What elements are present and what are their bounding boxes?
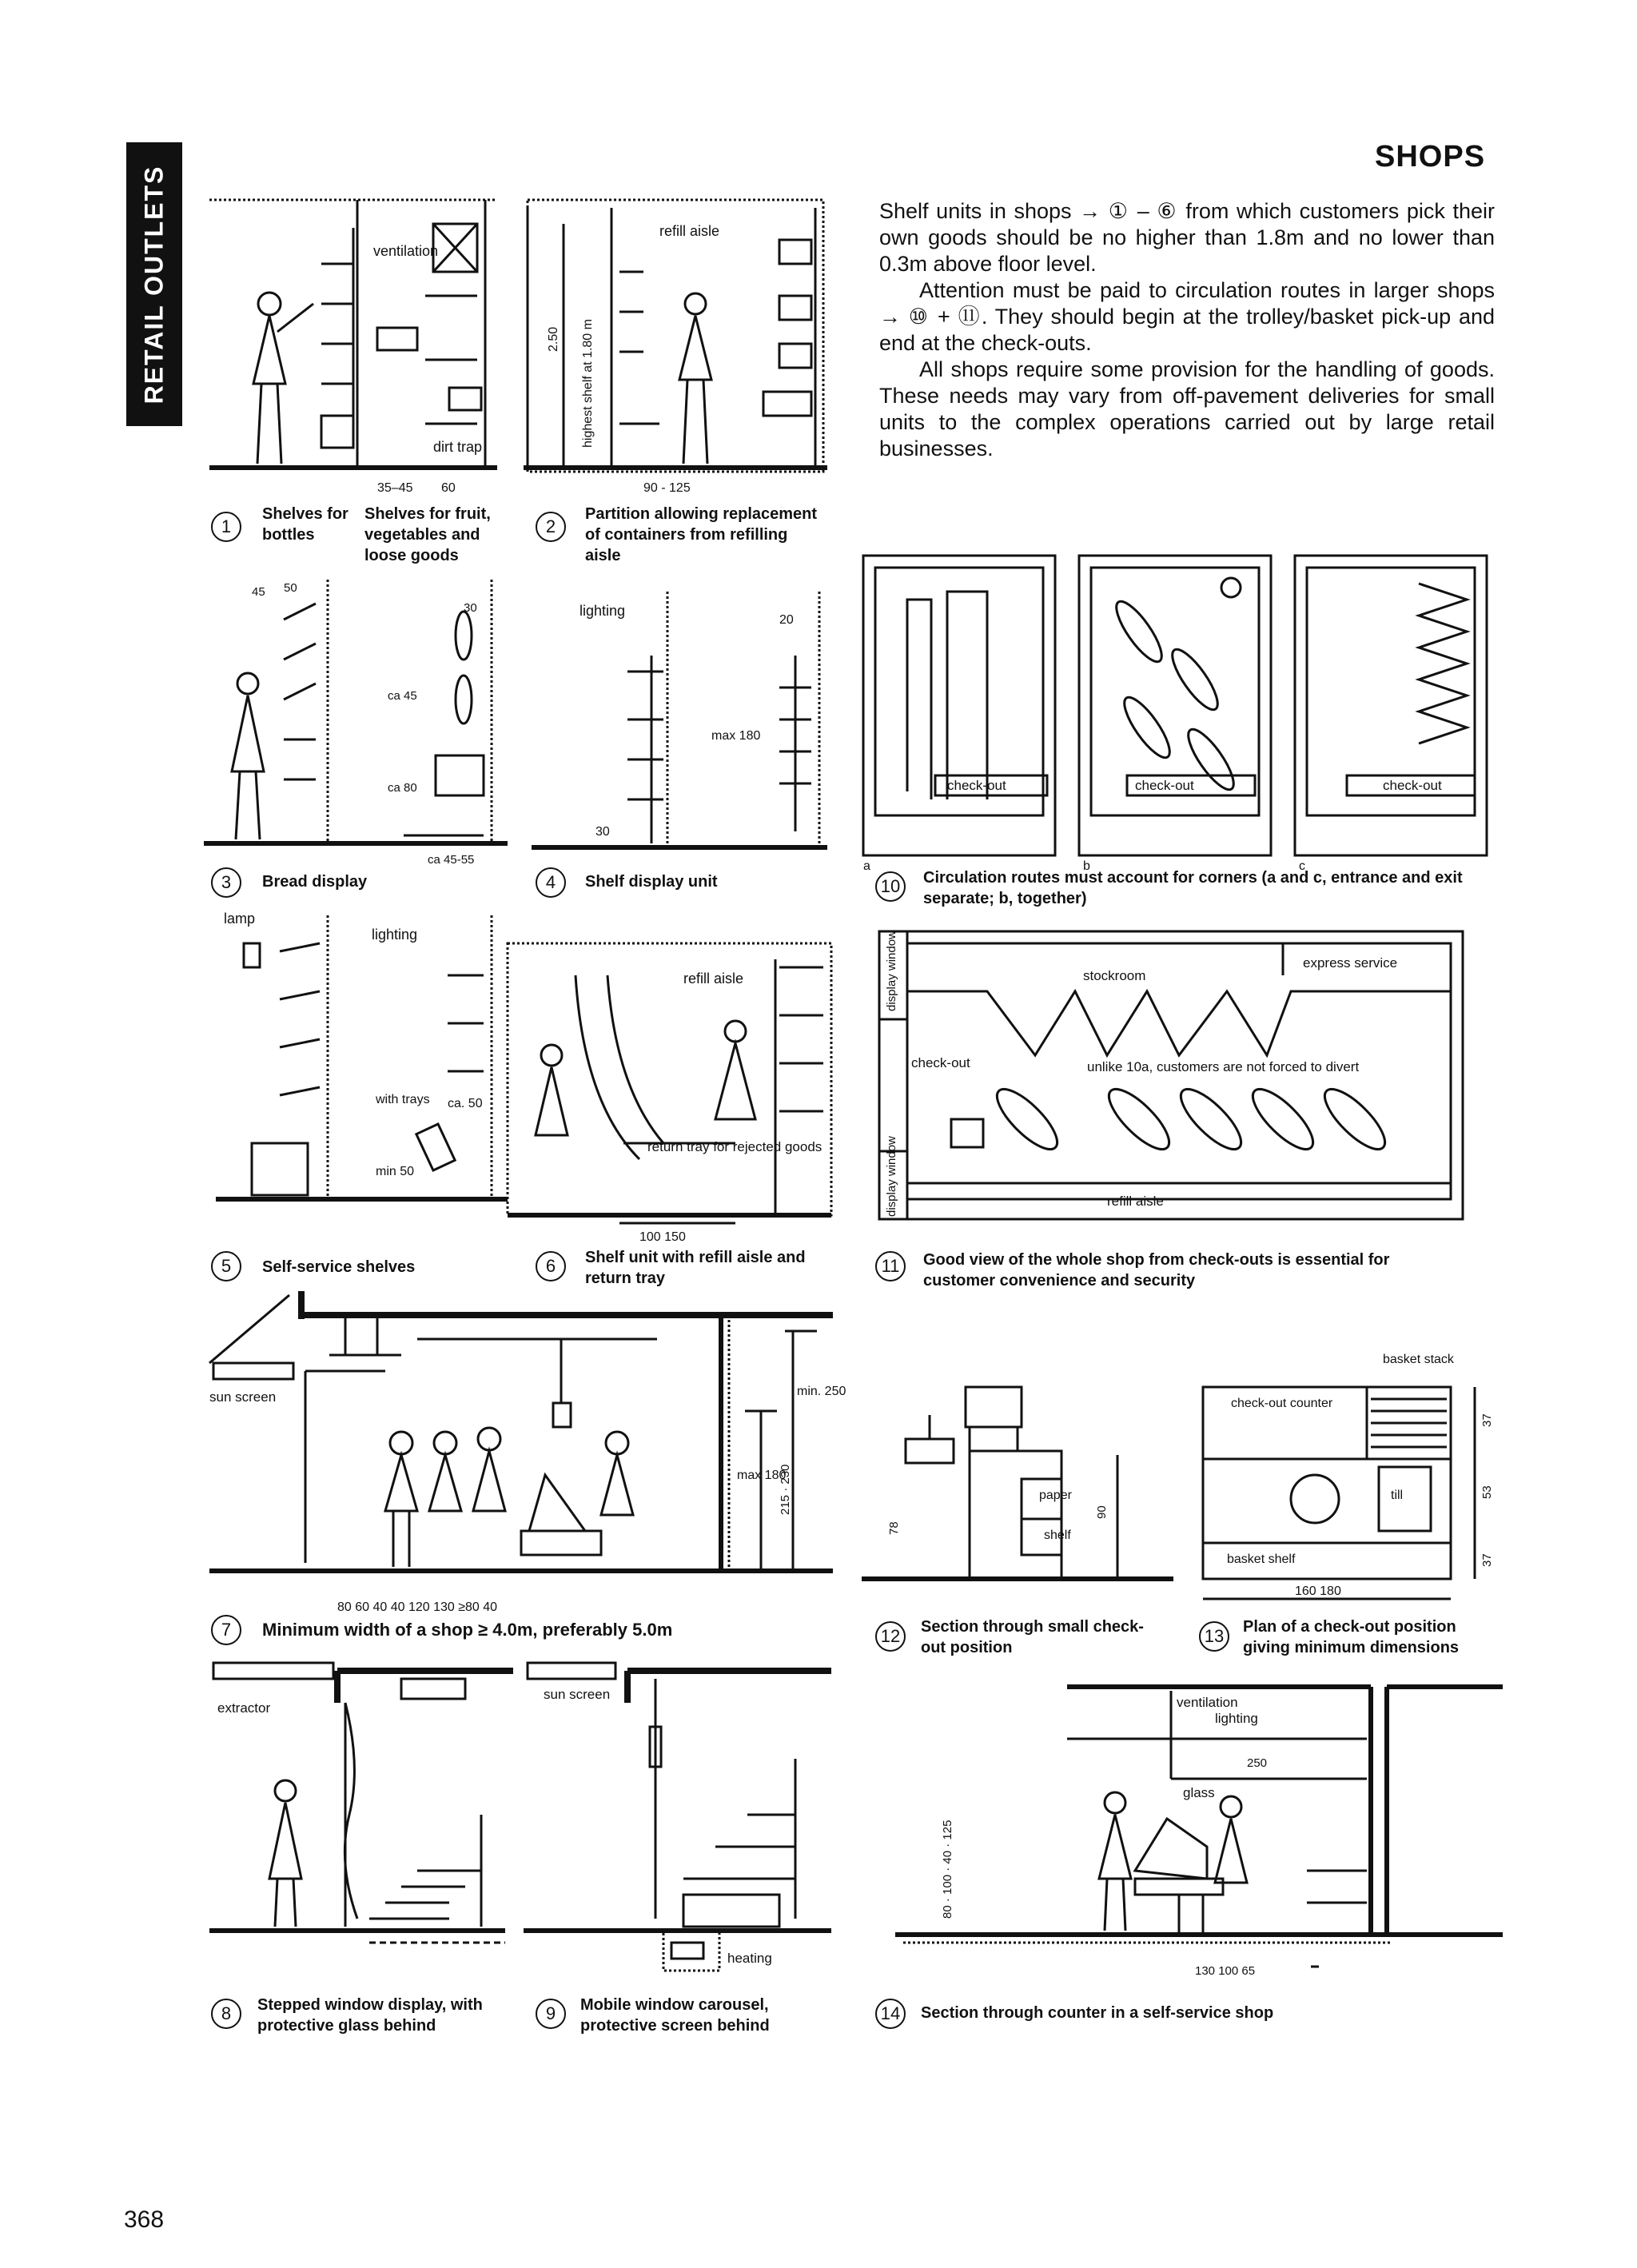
fig5-label-trays: with trays xyxy=(376,1093,430,1106)
fig2-label-shelf: highest shelf at 1.80 m xyxy=(581,319,595,448)
fig12-label-shelf: shelf xyxy=(1044,1529,1071,1542)
fig9-label-sun: sun screen xyxy=(544,1687,611,1702)
figure-10-number: 10 xyxy=(875,871,906,902)
fig7-label-min: min. 250 xyxy=(797,1385,846,1398)
fig11-label-stockroom: stockroom xyxy=(1083,968,1146,983)
fig11-label-window-bottom: display window xyxy=(885,1136,898,1217)
fig13-label-shelf: basket shelf xyxy=(1227,1553,1296,1566)
fig4-label-c: 30 xyxy=(595,825,610,839)
figure-3-number: 3 xyxy=(211,867,241,898)
fig2-label-height: 2.50 xyxy=(547,326,560,352)
fig10-label-b: b xyxy=(1083,859,1090,873)
fig10-label-checkout-a: check-out xyxy=(947,778,1006,793)
figure-8-drawing xyxy=(209,1655,513,1975)
intro-para-1: Shelf units in shops → ① – ⑥ from which customers pick their own goods should be no higher than 1.8m and no lower than 0.3m above floor level. xyxy=(879,199,1495,276)
fig4-label-lighting: lighting xyxy=(580,603,626,619)
fig7-label-h: 215 · 230 xyxy=(779,1464,792,1515)
fig12-label-h1: 78 xyxy=(887,1521,901,1535)
figure-1-number: 1 xyxy=(211,512,241,542)
figure-1-caption-b: Shelves for fruit, vegetables and loose goods xyxy=(364,505,491,564)
figure-13-number: 13 xyxy=(1199,1621,1229,1652)
fig3-label-b: 50 xyxy=(284,581,297,595)
fig1-label-d2: 60 xyxy=(441,481,456,495)
figure-2-number: 2 xyxy=(536,512,566,542)
figure-14-caption: Section through counter in a self-service shop xyxy=(921,2004,1274,2022)
fig3-label-a: 45 xyxy=(252,585,265,599)
fig9-label-heating: heating xyxy=(727,1951,772,1966)
fig6-label-refill: refill aisle xyxy=(683,971,744,987)
figure-9-number: 9 xyxy=(536,1999,566,2029)
fig6-label-dims: 100 150 xyxy=(639,1230,686,1244)
fig10-label-checkout-c: check-out xyxy=(1383,778,1442,793)
fig10-label-checkout-b: check-out xyxy=(1135,778,1194,793)
figure-7-number: 7 xyxy=(211,1615,241,1645)
intro-para-2: Attention must be paid to circulation routes in larger shops → ⑩ + ⑪. They should begin at the trolley/basket pick-up and end at the check-outs. xyxy=(879,278,1495,355)
fig11-label-unlike: unlike 10a, customers are not forced to divert xyxy=(1087,1059,1360,1074)
figure-9-drawing xyxy=(524,1655,831,1975)
fig5-label-ca: ca. 50 xyxy=(448,1097,483,1110)
fig10-label-a: a xyxy=(863,859,870,873)
figure-11-drawing xyxy=(875,927,1475,1223)
figure-4-number: 4 xyxy=(536,867,566,898)
figure-6-drawing xyxy=(504,943,835,1247)
fig11-label-express: express service xyxy=(1303,955,1398,971)
fig14-label-glass: glass xyxy=(1183,1785,1215,1800)
figure-3-caption: Bread display xyxy=(262,873,368,891)
figure-5-drawing xyxy=(216,911,508,1215)
figure-2-caption: Partition allowing replacement of containers from refilling aisle xyxy=(585,505,818,564)
fig11-label-window-top: display window xyxy=(885,931,898,1011)
fig13-label-till: till xyxy=(1391,1489,1404,1502)
figure-7-drawing xyxy=(209,1291,846,1627)
figure-5-number: 5 xyxy=(211,1251,241,1281)
fig13-label-d3: 37 xyxy=(1480,1553,1494,1567)
fig3-label-e: ca 80 xyxy=(388,781,417,795)
fig4-label-b: max 180 xyxy=(711,729,761,743)
figure-1-drawing xyxy=(209,192,505,504)
fig7-label-dims: 80 60 40 40 120 130 ≥80 40 xyxy=(337,1600,498,1614)
figure-12-drawing xyxy=(862,1367,1173,1599)
fig13-label-width: 160 180 xyxy=(1295,1584,1341,1598)
fig14-label-ventilation: ventilation xyxy=(1177,1695,1238,1710)
figure-13-drawing xyxy=(1191,1351,1503,1607)
figure-11-number: 11 xyxy=(875,1251,906,1281)
fig13-label-d2: 53 xyxy=(1480,1485,1494,1499)
fig11-label-refill: refill aisle xyxy=(1107,1194,1164,1209)
figure-12-number: 12 xyxy=(875,1621,906,1652)
figure-14-number: 14 xyxy=(875,1999,906,2029)
figure-6-number: 6 xyxy=(536,1251,566,1281)
figure-4-drawing xyxy=(532,592,827,863)
fig3-label-f: ca 45-55 xyxy=(428,853,475,867)
figure-11-caption: Good view of the whole shop from check-outs is essential for customer convenience and security xyxy=(923,1251,1390,1289)
fig1-label-dirt-trap: dirt trap xyxy=(433,439,483,455)
fig14-label-dims: 130 100 65 xyxy=(1195,1964,1256,1978)
fig14-label-v: 80 · 100 · 40 · 125 xyxy=(941,1820,954,1919)
fig2-label-width: 90 - 125 xyxy=(643,481,691,495)
fig1-label-d1: 35–45 xyxy=(377,481,413,495)
fig14-label-lighting: lighting xyxy=(1215,1711,1258,1726)
fig5-label-lamp: lamp xyxy=(224,911,256,927)
fig7-label-max: max 180 xyxy=(737,1469,787,1482)
fig2-label-refill: refill aisle xyxy=(659,223,720,239)
fig6-label-tray: return tray for rejected goods xyxy=(647,1139,822,1154)
fig12-label-paper: paper xyxy=(1039,1489,1072,1502)
page-title: SHOPS xyxy=(1375,140,1486,173)
page-number: 368 xyxy=(124,2206,165,2233)
figure-7-caption: Minimum width of a shop ≥ 4.0m, preferably 5.0m xyxy=(262,1620,673,1640)
fig1-label-ventilation: ventilation xyxy=(373,243,439,259)
figure-1-caption-a: Shelves for bottles xyxy=(262,505,349,544)
fig13-label-stack: basket stack xyxy=(1383,1353,1454,1366)
fig3-label-c: 30 xyxy=(464,601,477,615)
fig3-label-d: ca 45 xyxy=(388,689,417,703)
fig13-label-counter: check-out counter xyxy=(1231,1397,1333,1410)
section-tab: RETAIL OUTLETS xyxy=(126,142,182,426)
figure-10-caption: Circulation routes must account for corners (a and c, entrance and exit separate; b, together) xyxy=(923,869,1463,907)
fig12-label-h2: 90 xyxy=(1095,1505,1109,1519)
figure-6-caption: Shelf unit with refill aisle and return tray xyxy=(585,1249,806,1287)
figure-5-caption: Self-service shelves xyxy=(262,1258,416,1276)
figure-13-caption: Plan of a check-out position giving minimum dimensions xyxy=(1243,1618,1460,1656)
fig11-label-checkout: check-out xyxy=(911,1055,970,1070)
figure-10-drawing xyxy=(859,552,1499,871)
figure-2-drawing xyxy=(524,192,827,504)
figure-8-caption: Stepped window display, with protective glass behind xyxy=(257,1996,483,2035)
intro-text xyxy=(879,198,1495,462)
fig4-label-a: 20 xyxy=(779,613,794,627)
figure-8-number: 8 xyxy=(211,1999,241,2029)
figure-12-caption: Section through small check-out position xyxy=(921,1618,1144,1656)
fig13-label-d1: 37 xyxy=(1480,1413,1494,1427)
figure-4-caption: Shelf display unit xyxy=(585,873,718,891)
fig5-label-lighting: lighting xyxy=(372,927,418,943)
fig8-label-extractor: extractor xyxy=(217,1700,271,1716)
fig5-label-min: min 50 xyxy=(376,1165,415,1178)
figure-3-drawing xyxy=(204,572,508,875)
fig10-label-c: c xyxy=(1299,859,1305,873)
fig14-label-250: 250 xyxy=(1247,1756,1268,1770)
figure-14-drawing xyxy=(895,1679,1503,1991)
intro-para-3: All shops require some provision for the handling of goods. These needs may vary from off-pavement deliveries for small units to the complex operations carried out by large retail businesses. xyxy=(879,357,1495,460)
figure-9-caption: Mobile window carousel, protective screen behind xyxy=(580,1996,770,2035)
fig7-label-sun: sun screen xyxy=(209,1389,277,1405)
